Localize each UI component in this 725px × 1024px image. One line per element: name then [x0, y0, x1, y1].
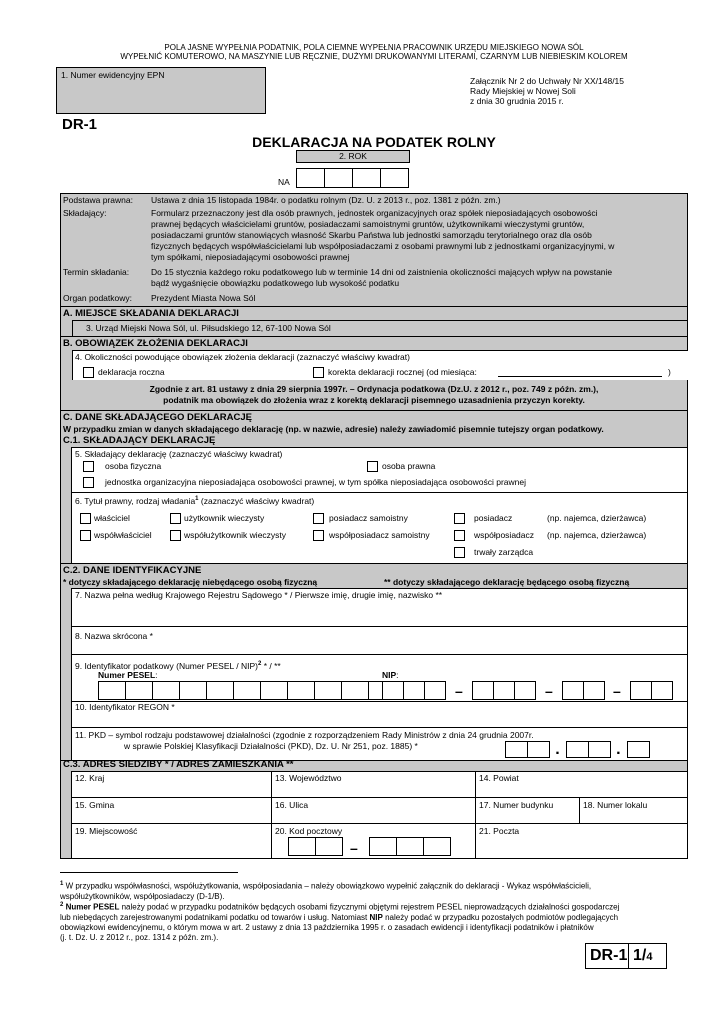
- co-holder-checkbox[interactable]: [454, 530, 465, 541]
- independent-holder-label: posiadacz samoistny: [329, 513, 408, 523]
- correction-note-1: Zgodnie z art. 81 ustawy z dnia 29 sierpnia 1997r. – Ordynacja podatkowa (Dz.U. z 2012 r., poz. 749 z późn. zm.),: [149, 384, 599, 394]
- apartment-number-label: 18. Numer lokalu: [583, 800, 648, 810]
- footnote-1: $^1$ W przypadku współwłasności, współużytkowania, współposiadania – należy obowiązkowo wypełnić załącznik do deklaracji - Wykaz współwłaścicieli, współużytkowników, współposiadaczy (D-1/B).: [60, 881, 592, 901]
- commune-label: 15. Gmina: [75, 800, 115, 810]
- year-prefix: NA: [278, 177, 290, 187]
- pkd-input[interactable]: . .: [505, 741, 649, 759]
- filer-line-1: Formularz przeznaczony jest dla osób prawnych, jednostek organizacyjnych oraz spółek nieposiadających osobowości: [151, 208, 598, 218]
- correction-close: ): [668, 367, 671, 377]
- manager-label: trwały zarządca: [474, 547, 534, 557]
- co-independent-holder-checkbox[interactable]: [313, 530, 324, 541]
- field-6-label: 6. Tytuł prawny, rodzaj władania$^1$ (zaznaczyć właściwy kwadrat): [75, 495, 315, 506]
- short-name-input[interactable]: [72, 642, 687, 653]
- co-owner-label: współwłaściciel: [94, 530, 152, 540]
- c2-note-2: ** dotyczy składającego deklarację będącego osobą fizyczną: [384, 577, 630, 587]
- correction-note-2: podatnik ma obowiązek do złożenia wraz z korektą deklaracji pisemnego uzasadnienia przyczyn korekty.: [163, 395, 585, 405]
- basis-text: Ustawa z dnia 15 listopada 1984r. o podatku rolnym (Dz. U. z 2013 r., poz. 1381 z późn. zm.): [151, 195, 501, 205]
- org-unit-checkbox[interactable]: [83, 477, 94, 488]
- owner-checkbox[interactable]: [80, 513, 91, 524]
- field-7-label: 7. Nazwa pełna według Krajowego Rejestru Sądowego * / Pierwsze imię, drugie imię, nazwisko **: [75, 590, 443, 600]
- building-number-label: 17. Numer budynku: [479, 800, 554, 810]
- c2-strip: [61, 589, 71, 760]
- section-b-title: B. OBOWIĄZEK ZŁOŻENIA DEKLARACJI: [63, 338, 248, 349]
- field-11-line-1: 11. PKD – symbol rodzaju podstawowej działalności (zgodnie z rozporządzeniem Rady Ministrów z dnia 24 grudnia 2007r.: [75, 730, 534, 740]
- c3-title: C.3. ADRES SIEDZIBY * / ADRES ZAMIESZKANIA **: [63, 759, 294, 770]
- field-11-line-2: w sprawie Polskiej Klasyfikacji Działalności (PKD), Dz. U. Nr 251, poz. 1885) *: [124, 741, 418, 751]
- section-c-title: C. DANE SKŁADAJĄCEGO DEKLARACJĘ: [63, 412, 252, 423]
- page-number: 1/4: [633, 947, 653, 964]
- holder-label: posiadacz: [474, 513, 513, 523]
- authority-label: Organ podatkowy:: [63, 293, 132, 303]
- correction-label: korekta deklaracji rocznej (od miesiąca:: [328, 367, 477, 377]
- nip-part-2[interactable]: [472, 681, 535, 700]
- natural-person-checkbox[interactable]: [83, 461, 94, 472]
- field-9-label: 9. Identyfikator podatkowy (Numer PESEL / NIP)$^2$ * / **: [75, 660, 281, 671]
- full-name-input[interactable]: [72, 600, 687, 625]
- postal-code-part-2[interactable]: [369, 837, 450, 856]
- co-holder-note: (np. najemca, dzierżawca): [547, 530, 647, 540]
- country-label: 12. Kraj: [75, 773, 105, 783]
- attachment-line-2: Rady Miejskiej w Nowej Soli: [470, 86, 576, 96]
- voivodeship-label: 13. Województwo: [275, 773, 342, 783]
- pesel-input[interactable]: [98, 681, 395, 700]
- page-title: DEKLARACJA NA PODATEK ROLNY: [252, 134, 496, 150]
- holder-checkbox[interactable]: [454, 513, 465, 524]
- independent-holder-checkbox[interactable]: [313, 513, 324, 524]
- nip-part-1[interactable]: [382, 681, 445, 700]
- street-label: 16. Ulica: [275, 800, 309, 810]
- field-5-label: 5. Składający deklarację (zaznaczyć właściwy kwadrat): [75, 449, 283, 459]
- co-perpetual-user-label: współużytkownik wieczysty: [184, 530, 287, 540]
- owner-label: właściciel: [94, 513, 130, 523]
- holder-note: (np. najemca, dzierżawca): [547, 513, 647, 523]
- c2-title: C.2. DANE IDENTYFIKACYJNE: [63, 565, 202, 576]
- post-office-label: 21. Poczta: [479, 826, 520, 836]
- deadline-line-2: bądź wygaśnięcie obowiązku podatkowego lub wysokość podatku: [151, 278, 400, 288]
- filer-line-3: posiadaczami gruntów stanowiących własność Skarbu Państwa lub jednostki samorządu terytorialnego oraz dla osób: [151, 230, 592, 240]
- page-code-box: [585, 943, 667, 969]
- annual-declaration-checkbox[interactable]: [83, 367, 94, 378]
- annual-declaration-label: deklaracja roczna: [98, 367, 165, 377]
- epn-field: [56, 67, 266, 114]
- form-code: DR-1: [62, 116, 98, 133]
- c2-note-1: * dotyczy składającego deklarację niebędącego osobą fizyczną: [63, 577, 318, 587]
- year-input[interactable]: [296, 168, 408, 188]
- correction-month-input[interactable]: [498, 376, 662, 377]
- nip-label: NIP:: [382, 670, 399, 680]
- deadline-label: Termin składania:: [63, 267, 130, 277]
- section-c-note: W przypadku zmian w danych składającego deklarację (np. w nazwie, adresie) należy zawiadomić pisemnie tutejszy organ podatkowy.: [63, 424, 604, 434]
- co-owner-checkbox[interactable]: [80, 530, 91, 541]
- postal-code-part-1[interactable]: [288, 837, 342, 856]
- postal-code-label: 20. Kod pocztowy: [275, 826, 343, 836]
- attachment-line-3: z dnia 30 grudnia 2015 r.: [470, 96, 564, 106]
- co-independent-holder-label: współposiadacz samoistny: [329, 530, 430, 540]
- field-10-label: 10. Identyfikator REGON *: [75, 702, 175, 712]
- nip-part-3[interactable]: [562, 681, 604, 700]
- nip-part-4[interactable]: [630, 681, 672, 700]
- perpetual-user-label: użytkownik wieczysty: [184, 513, 265, 523]
- c1-strip: [61, 447, 71, 563]
- org-unit-label: jednostka organizacyjna nieposiadająca osobowości prawnej, w tym spółka nieposiadająca osobowości prawnej: [105, 477, 526, 487]
- filer-line-4: fizycznych będących współwłaścicielami lub współposiadaczami z osobami prawnymi lub z jednostkami organizacyjnymi, w: [151, 241, 615, 251]
- legal-person-label: osoba prawna: [382, 461, 436, 471]
- attachment-line-1: Załącznik Nr 2 do Uchwały Nr XX/148/15: [470, 76, 625, 86]
- deadline-line-1: Do 15 stycznia każdego roku podatkowego lub w terminie 14 dni od zaistnienia okoliczności mających wpływ na powstanie: [151, 267, 613, 277]
- c1-title: C.1. SKŁADAJĄCY DEKLARACJĘ: [63, 435, 216, 446]
- footnote-2: $^2$ Numer PESEL należy podać w przypadku podatników będących osobami fizycznymi objętymi rejestrem PESEL nieprowadzących działalności gospodarczej lub niebędących zarejestrowanymi podatnikami podatku od towarów i usług. Natomiast NIP należy podać w przypadku pozostałych podmiotów podlegających obowiązkowi ewidencyjnemu, o którym mowa w art. 2 ustawy z dnia 13 października 1995 r. o zasadach ewidencji i identyfikacji podatników i płatników (j. t. Dz. U. z 2012 r., poz. 1314 z późn. zm.).: [60, 902, 620, 942]
- nip-dash-1: –: [455, 683, 463, 699]
- legal-person-checkbox[interactable]: [367, 461, 378, 472]
- filer-line-2: prawnej będących właścicielami gruntów, posiadaczami samoistnymi gruntów, użytkownikami wieczystymi gruntów,: [151, 219, 585, 229]
- pesel-label: Numer PESEL:: [98, 670, 158, 680]
- header-line-2: WYPEŁNIĆ KOMUTEROWO, NA MASZYNIE LUB RĘCZNIE, DUŻYMI DRUKOWANYMI LITERAMI, CZARNYM LUB NIEBIESKIM KOLOREM: [120, 52, 628, 61]
- field-4-label: 4. Okoliczności powodujące obowiązek złożenia deklaracji (zaznaczyć właściwy kwadrat): [75, 352, 410, 362]
- nip-dash-2: –: [545, 683, 553, 699]
- authority-text: Prezydent Miasta Nowa Sól: [151, 293, 256, 303]
- basis-label: Podstawa prawna:: [63, 195, 133, 205]
- district-label: 14. Powiat: [479, 773, 519, 783]
- year-label: 2. ROK: [339, 151, 367, 161]
- nip-dash-3: –: [613, 683, 621, 699]
- c3-strip: [61, 771, 71, 858]
- postal-code-dash: –: [350, 840, 358, 856]
- regon-input[interactable]: [72, 713, 687, 725]
- year-label-box: [296, 150, 410, 163]
- submission-place: 3. Urząd Miejski Nowa Sól, ul. Piłsudskiego 12, 67-100 Nowa Sól: [86, 323, 331, 333]
- correction-checkbox[interactable]: [313, 367, 324, 378]
- filer-line-5: tym spółkami, nieposiadającymi osobowości prawnej: [151, 252, 350, 262]
- field-8-label: 8. Nazwa skrócona *: [75, 631, 153, 641]
- filer-label: Składający:: [63, 208, 107, 218]
- epn-label: 1. Numer ewidencyjny EPN: [61, 70, 165, 80]
- co-holder-label: współposiadacz: [474, 530, 535, 540]
- header-line-1: POLA JASNE WYPEŁNIA PODATNIK, POLA CIEMNE WYPEŁNIA PRACOWNIK URZĘDU MIEJSKIEGO NOWA SÓL: [164, 43, 584, 52]
- perpetual-user-checkbox[interactable]: [170, 513, 181, 524]
- co-perpetual-user-checkbox[interactable]: [170, 530, 181, 541]
- section-a-title: A. MIEJSCE SKŁADANIA DEKLARACJI: [63, 308, 239, 319]
- city-label: 19. Miejscowość: [75, 826, 138, 836]
- manager-checkbox[interactable]: [454, 547, 465, 558]
- page-code: DR-1: [590, 947, 628, 964]
- natural-person-label: osoba fizyczna: [105, 461, 162, 471]
